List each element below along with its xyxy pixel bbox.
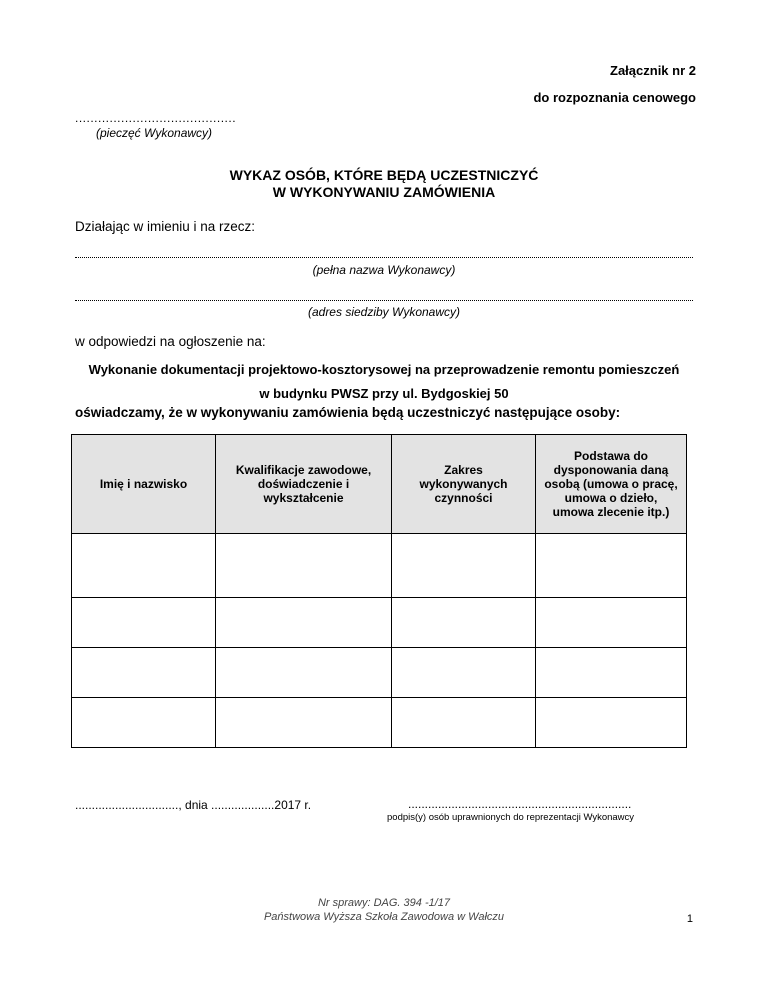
table-header-row: [72, 435, 687, 534]
page-number: 1: [686, 913, 693, 925]
table-cell[interactable]: [392, 648, 536, 698]
table-row: [72, 648, 687, 698]
acting-on-behalf-label: Działając w imieniu i na rzecz:: [75, 219, 256, 234]
header-scope-text: Zakres wykonywanych czynności: [419, 463, 508, 505]
header-qualifications-text: Kwalifikacje zawodowe, doświadczenie i wykształcenie: [235, 463, 372, 505]
table-cell[interactable]: [536, 648, 687, 698]
place-date-field: ..............................., dnia ...................2017 r.: [75, 798, 312, 812]
header-qualifications: [216, 435, 392, 534]
table-cell[interactable]: [216, 598, 392, 648]
table-row: [72, 534, 687, 598]
header-basis: [536, 435, 687, 534]
table-cell[interactable]: [392, 698, 536, 748]
table-cell[interactable]: [536, 698, 687, 748]
table-cell[interactable]: [72, 534, 216, 598]
stamp-label: (pieczęć Wykonawcy): [96, 126, 213, 140]
persons-table: [71, 434, 687, 748]
table-cell[interactable]: [216, 534, 392, 598]
signature-label: podpis(y) osób uprawnionych do reprezentacji Wykonawcy: [387, 812, 635, 823]
header-name-text: Imię i nazwisko: [99, 477, 188, 491]
stamp-dotted-line: ..........................................: [75, 111, 237, 125]
document-title: [0, 167, 768, 201]
contractor-name-field[interactable]: [75, 257, 693, 258]
table-cell[interactable]: [536, 598, 687, 648]
document-title-line-1: WYKAZ OSÓB, KTÓRE BĘDĄ UCZESTNICZYĆ: [229, 167, 539, 183]
table-cell[interactable]: [72, 598, 216, 648]
annex-title: Załącznik nr 2: [610, 63, 696, 78]
table-cell[interactable]: [392, 598, 536, 648]
contractor-address-caption: (adres siedziby Wykonawcy): [307, 305, 461, 319]
table-row: [72, 698, 687, 748]
table-cell[interactable]: [392, 534, 536, 598]
task-description-line-1: Wykonanie dokumentacji projektowo-kosztorysowej na przeprowadzenie remontu pomieszczeń: [88, 362, 680, 377]
table-cell[interactable]: [536, 534, 687, 598]
contractor-address-field[interactable]: [75, 300, 693, 301]
declaration-text: oświadczamy, że w wykonywaniu zamówienia będą uczestniczyć następujące osoby:: [75, 405, 621, 420]
response-label: w odpowiedzi na ogłoszenie na:: [75, 334, 266, 349]
task-description-line-2: w budynku PWSZ przy ul. Bydgoskiej 50: [259, 386, 509, 401]
contractor-name-caption: (pełna nazwa Wykonawcy): [312, 263, 456, 277]
header-scope: [392, 435, 536, 534]
signature-dotted-line: ...................................................................: [408, 797, 632, 811]
table-cell[interactable]: [216, 648, 392, 698]
table-row: [72, 598, 687, 648]
document-title-line-2: W WYKONYWANIU ZAMÓWIENIA: [272, 184, 496, 200]
table-cell[interactable]: [72, 648, 216, 698]
table-cell[interactable]: [72, 698, 216, 748]
footer-case-number: Nr sprawy: DAG. 394 -1/17: [317, 897, 451, 909]
table-cell[interactable]: [216, 698, 392, 748]
annex-subtitle: do rozpoznania cenowego: [533, 90, 696, 105]
header-name: [72, 435, 216, 534]
header-basis-text: Podstawa do dysponowania daną osobą (umowa o pracę, umowa o dzieło, umowa zlecenie itp.): [544, 449, 678, 519]
footer-institution: Państwowa Wyższa Szkoła Zawodowa w Wałczu: [263, 911, 505, 923]
